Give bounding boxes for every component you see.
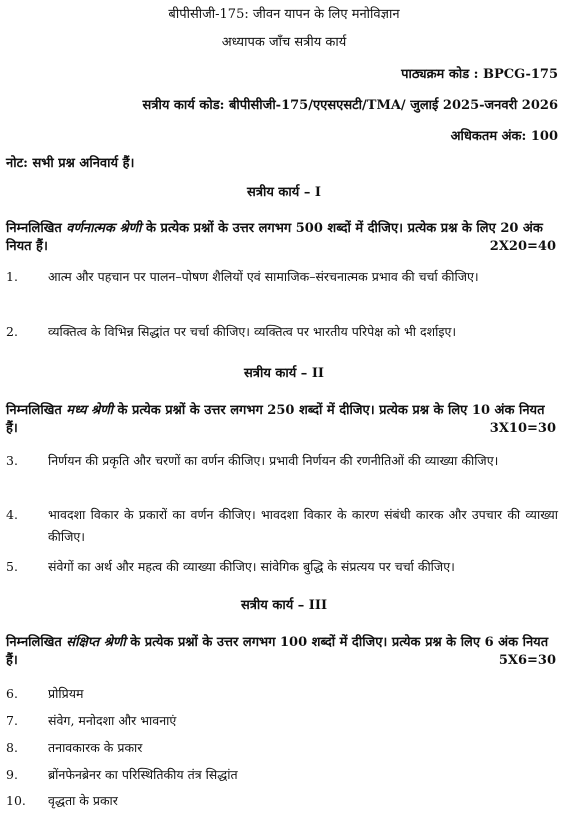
instruction-text: के प्रत्येक प्रश्नों के उत्तर लगभग 100 शब्दों में दीजिए। प्रत्येक प्रश्न के लिए 6 अंक नियत हैं। [6,635,549,668]
question-text: संवेग, मनोदशा और भावनाएं [48,713,177,728]
question-text: आत्म और पहचान पर पालन–पोषण शैलियों एवं सामाजिक–संरचनात्मक प्रभाव की चर्चा कीजिए। [48,269,479,284]
question-item [6,737,558,759]
question-text: व्यक्तित्व के विभिन्न सिद्धांत पर चर्चा कीजिए। व्यक्तित्व पर भारतीय परिपेक्ष को भी दर्शाइए। [48,324,457,339]
question-number: 3. [6,453,18,468]
question-text: संवेगों का अर्थ और महत्व की व्याख्या कीजिए। सांवेगिक बुद्धि के संप्रत्यय पर चर्चा कीजिए। [48,559,455,574]
question-text: तनावकारक के प्रकार [48,740,143,755]
question-text: वृद्धता के प्रकार [48,793,118,808]
question-number: 2. [6,324,18,339]
assignment-code: सत्रीय कार्य कोड: बीपीसीजी-175/एएसएसटी/TMA/ जुलाई 2025-जनवरी 2026 [142,98,558,113]
course-title: बीपीसीजी-175: जीवन यापन के लिए मनोविज्ञान [168,7,400,22]
question-number: 9. [6,767,18,782]
question-number: 8. [6,740,18,755]
section-instruction-2 [6,402,558,438]
section-instruction-3 [6,634,558,670]
instruction-category: संक्षिप्त श्रेणी [66,635,126,650]
question-item [6,790,558,812]
max-marks: अधिकतम अंक: 100 [450,129,558,144]
question-number: 7. [6,713,18,728]
question-item [6,683,558,705]
question-item [6,710,558,732]
section-heading-2: सत्रीय कार्य – II [243,366,324,381]
question-item [6,321,558,343]
question-item [6,764,558,786]
section-heading-1: सत्रीय कार्य – I [247,185,321,200]
question-text: भावदशा विकार के प्रकारों का वर्णन कीजिए। भावदशा विकार के कारण संबंधी कारक और उपचार की व्याख्या कीजिए। [48,507,558,544]
course-code: पाठ्यक्रम कोड : BPCG-175 [401,67,558,82]
section-marks-3: 5X6=30 [498,653,556,668]
question-text: प्रोप्रियम [48,686,84,701]
instruction-text: निम्नलिखित [6,403,67,418]
section-marks-1: 2X20=40 [489,239,556,254]
question-item [6,556,558,578]
question-text: निर्णयन की प्रकृति और चरणों का वर्णन कीजिए। प्रभावी निर्णयन की रणनीतिओं की व्याख्या कीजिए। [48,453,499,468]
instruction-text: के प्रत्येक प्रश्नों के उत्तर लगभग 250 शब्दों में दीजिए। प्रत्येक प्रश्न के लिए 10 अंक नियत हैं। [6,403,545,436]
instruction-text: निम्नलिखित [6,635,67,650]
section-marks-2: 3X10=30 [489,421,556,436]
question-item [6,450,558,472]
section-heading-3: सत्रीय कार्य – III [240,598,328,613]
instruction-text: के प्रत्येक प्रश्नों के उत्तर लगभग 500 शब्दों में दीजिए। प्रत्येक प्रश्न के लिए 20 अंक नियत हैं। [6,221,543,254]
question-number: 6. [6,686,18,701]
question-number: 1. [6,269,18,284]
question-item [6,504,558,548]
assignment-subtitle: अध्यापक जाँच सत्रीय कार्य [221,35,347,50]
question-number: 10. [6,793,26,808]
question-text: ब्रोंनफेनब्रेनर का परिस्थितिकीय तंत्र सिद्धांत [48,767,238,782]
section-instruction-1 [6,220,558,256]
instruction-category: वर्णनात्मक श्रेणी [66,221,142,236]
question-item [6,266,558,288]
instruction-text: निम्नलिखित [6,221,67,236]
question-number: 4. [6,507,18,522]
question-number: 5. [6,559,18,574]
general-note: नोट: सभी प्रश्न अनिवार्य हैं। [6,156,135,171]
instruction-category: मध्य श्रेणी [66,403,113,418]
